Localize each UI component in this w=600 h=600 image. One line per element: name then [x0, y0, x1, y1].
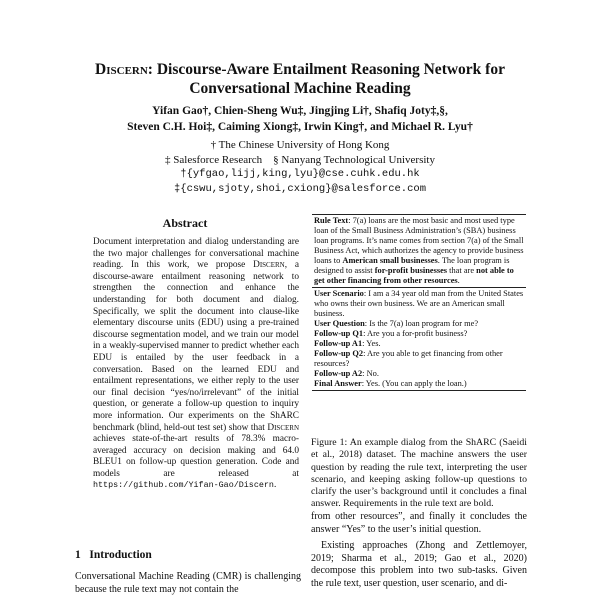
- abstract-text-2: , a discourse-aware entailment reasoning network to strengthen the connection and enhance the understanding for both document and dialog. Specifically, we split the document into clause-like elementary discourse units (EDU) using a pre-trained discourse segmentation model, and we train our model in a weakly-supervised manner to predict whether each EDU is entailed by the user feedback in a conversation. Based on the learned EDU and entailment representations, we either reply to the user our final decision “yes/no/irrelevant” of the initial question, or generate a follow-up question to inquiry more information. Our experiments on the ShARC benchmark (blind, held-out test set) show that: [93, 260, 300, 433]
- rule-text-part-a: : 7(a) loans are the most basic and most used type loan of the Small Business Administration’s (SBA) business loan programs. It’s name comes from section 7(a) of the Small Business Act, which authorizes the agency to provide business loans to: [314, 216, 524, 265]
- authors-line-1: Yifan Gao†, Chien-Sheng Wu‡, Jingjing Li†, Shafiq Joty‡,§,: [152, 105, 448, 117]
- follow-up-a1-label: Follow-up A1: [314, 339, 363, 348]
- follow-up-q1-label: Follow-up Q1: [314, 329, 364, 338]
- follow-up-a2-line: [314, 369, 524, 379]
- follow-up-q2-label: Follow-up Q2: [314, 349, 364, 358]
- paper-title: [0, 60, 600, 98]
- user-question-label: User Question: [314, 319, 365, 328]
- affiliation-cuhk: † The Chinese University of Hong Kong: [210, 139, 390, 151]
- rule-text-label: Rule Text: [314, 216, 349, 225]
- follow-up-q1-text: : Are you a for-profit business?: [363, 329, 468, 338]
- figure-1-dialog-example: [312, 214, 526, 391]
- user-scenario-text: : I am a 34 year old man from the United States who owns their own business. We are an American small business.: [314, 289, 524, 318]
- right-column-body: [311, 511, 527, 590]
- follow-up-q2-line: [314, 349, 524, 369]
- final-answer-label: Final Answer: [314, 379, 362, 388]
- user-question-line: [314, 319, 524, 329]
- email-cuhk: †{yfgao,lijj,king,lyu}@cse.cuhk.edu.hk: [180, 168, 420, 180]
- email-salesforce: ‡{cswu,sjoty,shoi,cxiong}@salesforce.com: [173, 183, 427, 195]
- affiliation-salesforce-ntu: ‡ Salesforce Research § Nanyang Technological University: [165, 154, 435, 166]
- user-question-text: : Is the 7(a) loan program for me?: [364, 319, 479, 328]
- figure-1-caption: Figure 1: An example dialog from the ShARC (Saeidi et al., 2018) dataset. The machine answers the user question by reading the rule text, interpreting the user scenario, and keeping asking follow-up questions to clarify the user’s background until it concludes a final answer. Requirements in the rule text are bold.: [311, 437, 527, 510]
- follow-up-a1-line: [314, 339, 524, 349]
- rule-requirement-no-other-financing: not able to get other financing from other resources: [314, 266, 514, 285]
- title-text-rest: : Discourse-Aware Entailment Reasoning Network for: [147, 61, 505, 78]
- user-scenario-label: User Scenario: [314, 289, 364, 298]
- abstract-text-1: Document interpretation and dialog understanding are the two major challenges for conversational machine reading. In this work, we propose: [93, 237, 299, 271]
- abstract-end: .: [273, 480, 277, 491]
- rule-text-part-c: . The loan program is designed to assist: [314, 256, 510, 275]
- introduction-heading: 1 Introduction: [75, 549, 152, 561]
- rule-text-end: .: [457, 276, 460, 285]
- follow-up-a1-text: : Yes.: [362, 339, 381, 348]
- follow-up-q1-line: [314, 329, 524, 339]
- abstract-body: [93, 237, 299, 492]
- right-column-paragraph-2: Existing approaches (Zhong and Zettlemoyer, 2019; Sharma et al., 2019; Gao et al., 2020) decompose this problem into two sub-tasks. Given the rule text, user question, user scenario, and di-: [311, 540, 527, 589]
- follow-up-a2-text: : No.: [362, 369, 379, 378]
- title-line-2: Conversational Machine Reading: [189, 80, 411, 97]
- user-scenario-line: [314, 289, 524, 319]
- title-system-name: Discern: [95, 61, 148, 78]
- rule-requirement-american-small-businesses: American small businesses: [342, 256, 438, 265]
- final-answer-text: : Yes. (You can apply the loan.): [361, 379, 467, 388]
- rule-requirement-for-profit: for-profit businesses: [374, 266, 448, 275]
- figure-dialog-section: [312, 288, 526, 391]
- figure-rule-text-section: [312, 214, 526, 288]
- follow-up-q2-text: : Are you able to get financing from other resources?: [314, 349, 503, 368]
- final-answer-line: [314, 379, 524, 389]
- introduction-body: Conversational Machine Reading (CMR) is challenging because the rule text may not contain the: [75, 571, 301, 595]
- abstract-heading: Abstract: [162, 216, 208, 230]
- rule-text-part-e: that are: [447, 266, 477, 275]
- right-column-paragraph-1: from other resources”, and finally it concludes the answer “Yes” to the user’s initial question.: [311, 511, 527, 535]
- abstract-system-name-2: Discern: [267, 422, 299, 433]
- authors-line-2: Steven C.H. Hoi‡, Caiming Xiong‡, Irwin King†, and Michael R. Lyu†: [127, 121, 473, 133]
- abstract-system-name: Discern: [253, 260, 285, 271]
- abstract-text-3: achieves state-of-the-art results of 78.3% macro-averaged accuracy on decision making and 64.0 BLEU1 on follow-up question generation. Code and models are released at: [93, 434, 299, 479]
- follow-up-a2-label: Follow-up A2: [314, 369, 363, 378]
- code-url-link[interactable]: https://github.com/Yifan-Gao/Discern: [93, 480, 274, 491]
